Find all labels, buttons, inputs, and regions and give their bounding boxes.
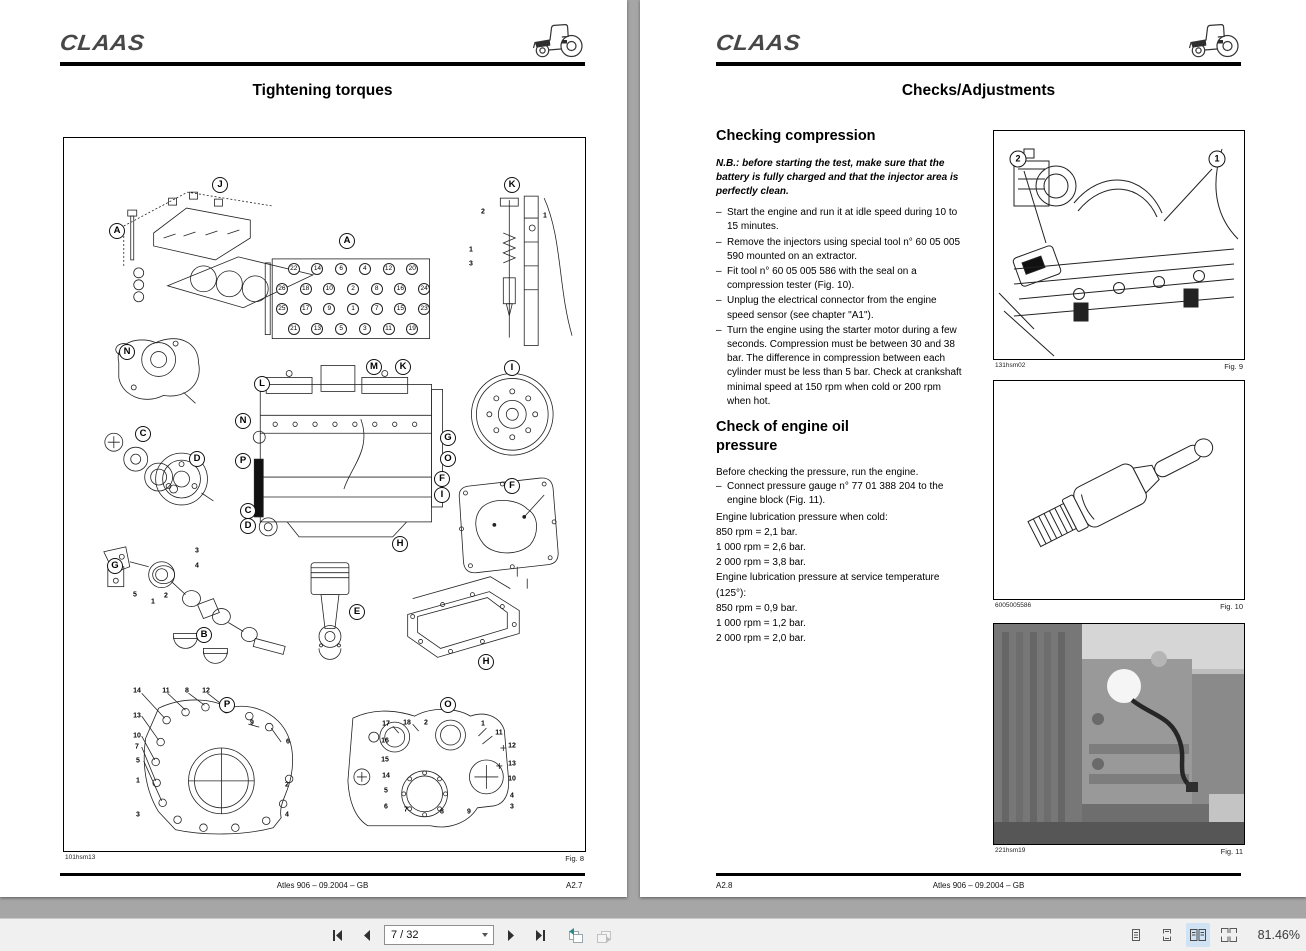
- manual-page-left: [0, 0, 627, 897]
- previous-page-icon: [361, 929, 373, 942]
- part-label-F: F: [434, 471, 450, 487]
- part-label-O: O: [440, 697, 456, 713]
- fig9-label-2: 2: [1010, 151, 1027, 168]
- callout-13: 13: [133, 712, 141, 720]
- callout-15: 15: [381, 756, 389, 764]
- two-page-continuous-view-button[interactable]: [1217, 923, 1241, 947]
- torque-seq-20: 20: [406, 263, 418, 275]
- figure-label: Fig. 9: [1224, 362, 1243, 371]
- torque-seq-19: 19: [406, 323, 418, 335]
- part-label-A: A: [339, 233, 355, 249]
- figure-ref: 221hsm19: [995, 847, 1026, 854]
- bullet-marker: –: [716, 324, 722, 336]
- bullet-list: [716, 206, 966, 409]
- part-label-E: E: [349, 604, 365, 620]
- callout-3: 3: [510, 803, 514, 811]
- two-page-view-button[interactable]: [1186, 923, 1210, 947]
- figure-label: Fig. 11: [1220, 847, 1243, 856]
- callout-12: 12: [202, 687, 210, 695]
- first-page-icon: [331, 929, 345, 942]
- bullet-text: Turn the engine using the starter motor during a few seconds. Compression must be between 30 and 38 bar. The difference in compression between each cylinder must be less than 5 bar. Check at crankshaft minimal speed at 150 rpm when cold or 200 rpm when hot.: [727, 324, 962, 407]
- two-page-continuous-view-icon: [1220, 927, 1238, 943]
- bullet-marker: –: [716, 207, 722, 219]
- callout-17: 17: [382, 720, 390, 728]
- bullet-list: [716, 480, 966, 508]
- part-label-H: H: [478, 654, 494, 670]
- torque-seq-18: 18: [300, 283, 312, 295]
- part-label-I: I: [504, 360, 520, 376]
- callout-14: 14: [382, 772, 390, 780]
- callout-18: 18: [403, 719, 411, 727]
- figure-ref: 101hsm13: [65, 854, 96, 861]
- manual-page-right: [640, 0, 1306, 897]
- section-heading: Checking compression: [716, 128, 876, 144]
- figure-caption-row: [993, 362, 1245, 372]
- pressure-line: 2 000 rpm = 3,8 bar.: [716, 557, 806, 569]
- header-rule: [716, 62, 1241, 66]
- bullet-text: Start the engine and run it at idle speed during 10 to 15 minutes.: [727, 207, 958, 233]
- part-label-O: O: [440, 451, 456, 467]
- page-indicator-value: 7 / 32: [391, 929, 419, 941]
- bullet-item: [716, 206, 966, 234]
- torque-seq-5: 5: [335, 323, 347, 335]
- part-label-K: K: [395, 359, 411, 375]
- bullet-text: Remove the injectors using special tool n° 60 05 005 590 mounted on an extractor.: [727, 236, 961, 262]
- page-title: Tightening torques: [252, 82, 393, 99]
- part-label-J: J: [212, 177, 228, 193]
- part-label-G: G: [440, 430, 456, 446]
- figure-ref: 6005005586: [995, 602, 1032, 609]
- part-label-D: D: [189, 451, 205, 467]
- tractor-icon: [531, 18, 585, 60]
- intro-line: Before checking the pressure, run the engine.: [716, 467, 919, 478]
- torque-seq-17: 17: [300, 303, 312, 315]
- viewer-toolbar: [0, 918, 1306, 951]
- callout-13: 13: [508, 760, 516, 768]
- bullet-marker: –: [716, 236, 722, 248]
- part-label-L: L: [254, 376, 270, 392]
- torque-seq-14: 14: [311, 263, 323, 275]
- two-page-view-icon: [1189, 927, 1207, 943]
- next-page-button[interactable]: [499, 923, 523, 947]
- torque-seq-1: 1: [347, 303, 359, 315]
- torque-seq-16: 16: [394, 283, 406, 295]
- bullet-text: Unplug the electrical connector from the engine speed sensor (see chapter "A1").: [727, 295, 937, 321]
- pressure-line: 1 000 rpm = 2,6 bar.: [716, 542, 806, 554]
- page-code: A2.7: [566, 881, 583, 890]
- torque-seq-22: 22: [288, 263, 300, 275]
- torque-seq-12: 12: [383, 263, 395, 275]
- section-oil-pressure: [716, 418, 966, 646]
- next-view-icon: [595, 927, 614, 944]
- last-page-icon: [533, 929, 547, 942]
- bullet-marker: –: [716, 295, 722, 307]
- single-page-view-button[interactable]: [1124, 923, 1148, 947]
- claas-logo: CLAAS: [58, 30, 147, 55]
- callout-9: 9: [467, 808, 471, 816]
- part-label-G: G: [107, 558, 123, 574]
- callout-1: 1: [469, 246, 473, 254]
- pressure-line: Engine lubrication pressure when cold:: [716, 511, 888, 523]
- oil-pressure-photo: [994, 624, 1244, 844]
- callout-1: 1: [543, 212, 547, 220]
- compression-tool-drawing: [994, 381, 1244, 599]
- bullet-item: [716, 265, 966, 293]
- part-label-H: H: [392, 536, 408, 552]
- torque-seq-13: 13: [311, 323, 323, 335]
- page-indicator-combobox[interactable]: [384, 925, 494, 945]
- torque-seq-24: 24: [418, 283, 430, 295]
- callout-2: 2: [285, 781, 289, 789]
- callout-4: 4: [195, 562, 199, 570]
- pressure-line: 1 000 rpm = 1,2 bar.: [716, 618, 806, 630]
- previous-page-button[interactable]: [355, 923, 379, 947]
- torque-seq-8: 8: [371, 283, 383, 295]
- part-label-M: M: [366, 359, 382, 375]
- figure-9: [993, 130, 1245, 360]
- callout-5: 5: [136, 757, 140, 765]
- torque-seq-2: 2: [347, 283, 359, 295]
- exploded-engine-diagram: [64, 138, 585, 851]
- nb-note: N.B.: before starting the test, make sure that the battery is fully charged and that the injector area is perfectly clean.: [716, 157, 959, 197]
- footer-rule: [60, 873, 585, 876]
- zoom-level[interactable]: 81.46%: [1257, 928, 1300, 942]
- compression-test-drawing: [994, 131, 1244, 359]
- part-label-N: N: [235, 413, 251, 429]
- callout-4: 4: [285, 811, 289, 819]
- bullet-item: [716, 236, 966, 264]
- callout-9: 9: [250, 719, 254, 727]
- figure-ref: 131hsm02: [995, 362, 1026, 369]
- callout-5: 5: [133, 591, 137, 599]
- continuous-view-button[interactable]: [1155, 923, 1179, 947]
- callout-4: 4: [510, 792, 514, 800]
- torque-seq-7: 7: [371, 303, 383, 315]
- next-view-button[interactable]: [592, 923, 616, 947]
- callout-2: 2: [424, 719, 428, 727]
- part-label-D: D: [240, 518, 256, 534]
- part-label-C: C: [135, 426, 151, 442]
- figure-caption-row: [993, 602, 1245, 612]
- pressure-values-list: [716, 510, 966, 647]
- previous-view-button[interactable]: [563, 923, 587, 947]
- footer-doc-ref: Atles 906 – 09.2004 – GB: [932, 881, 1025, 890]
- callout-1: 1: [481, 720, 485, 728]
- torque-seq-15: 15: [394, 303, 406, 315]
- callout-14: 14: [133, 687, 141, 695]
- torque-seq-10: 10: [323, 283, 335, 295]
- tractor-icon: [1187, 18, 1241, 60]
- torque-seq-9: 9: [323, 303, 335, 315]
- callout-3: 3: [136, 811, 140, 819]
- first-page-button[interactable]: [326, 923, 350, 947]
- callout-1: 1: [151, 598, 155, 606]
- callout-10: 10: [133, 732, 141, 740]
- bullet-marker: –: [716, 481, 722, 493]
- callout-1: 1: [136, 777, 140, 785]
- torque-seq-4: 4: [359, 263, 371, 275]
- pressure-line: 2 000 rpm = 2,0 bar.: [716, 633, 806, 645]
- figure-caption-row: [993, 847, 1245, 857]
- callout-6: 6: [384, 803, 388, 811]
- footer-rule: [716, 873, 1241, 876]
- callout-8: 8: [185, 687, 189, 695]
- continuous-view-icon: [1159, 927, 1175, 943]
- callout-2: 2: [164, 592, 168, 600]
- figure-label: Fig. 10: [1220, 602, 1243, 611]
- callout-10: 10: [508, 775, 516, 783]
- last-page-button[interactable]: [528, 923, 552, 947]
- callout-11: 11: [495, 729, 503, 737]
- torque-seq-25: 25: [276, 303, 288, 315]
- bullet-text: Fit tool n° 60 05 005 586 with the seal on a compression tester (Fig. 10).: [727, 265, 917, 292]
- page-code: A2.8: [716, 881, 733, 890]
- torque-seq-11: 11: [383, 323, 395, 335]
- page-navigation: [326, 919, 616, 951]
- part-label-F: F: [504, 478, 520, 494]
- page-title: Checks/Adjustments: [901, 82, 1056, 99]
- callout-5: 5: [384, 787, 388, 795]
- bullet-item: [716, 294, 966, 322]
- callout-3: 3: [469, 260, 473, 268]
- bullet-text: Connect pressure gauge n° 77 01 388 204 to the engine block (Fig. 11).: [727, 481, 944, 507]
- part-label-P: P: [235, 453, 251, 469]
- callout-7: 7: [135, 743, 139, 751]
- part-label-P: P: [219, 697, 235, 713]
- callout-11: 11: [162, 687, 170, 695]
- part-label-A: A: [109, 223, 125, 239]
- callout-2: 2: [481, 208, 485, 216]
- torque-seq-26: 26: [276, 283, 288, 295]
- section-heading: Check of engine oil pressure: [716, 419, 849, 454]
- next-page-icon: [505, 929, 517, 942]
- view-mode-group: [1124, 919, 1300, 951]
- callout-16: 16: [381, 737, 389, 745]
- pressure-line: 850 rpm = 0,9 bar.: [716, 602, 798, 614]
- figure-10: [993, 380, 1245, 600]
- section-checking-compression: [716, 127, 966, 410]
- footer-doc-ref: Atles 906 – 09.2004 – GB: [276, 881, 369, 890]
- part-label-I: I: [434, 487, 450, 503]
- callout-6: 6: [286, 738, 290, 746]
- bullet-item: [716, 324, 966, 409]
- bullet-marker: –: [716, 265, 722, 277]
- torque-seq-6: 6: [335, 263, 347, 275]
- callout-3: 3: [195, 547, 199, 555]
- torque-seq-3: 3: [359, 323, 371, 335]
- figure-label: Fig. 8: [565, 854, 584, 863]
- bullet-item: [716, 480, 966, 508]
- pressure-line: 850 rpm = 2,1 bar.: [716, 526, 798, 538]
- single-page-view-icon: [1128, 927, 1144, 943]
- part-label-C: C: [240, 503, 256, 519]
- part-label-N: N: [119, 344, 135, 360]
- chevron-down-icon: [482, 933, 488, 937]
- exploded-diagram-figure: [63, 137, 586, 852]
- torque-seq-23: 23: [418, 303, 430, 315]
- pressure-line: Engine lubrication pressure at service temperature (125°):: [716, 572, 940, 599]
- figure-11: [993, 623, 1245, 845]
- callout-8: 8: [440, 808, 444, 816]
- torque-seq-21: 21: [288, 323, 300, 335]
- fig9-label-1: 1: [1209, 151, 1226, 168]
- claas-logo: CLAAS: [714, 30, 803, 55]
- header-rule: [60, 62, 585, 66]
- part-label-K: K: [504, 177, 520, 193]
- callout-12: 12: [508, 742, 516, 750]
- part-label-B: B: [196, 627, 212, 643]
- previous-view-icon: [566, 927, 585, 944]
- callout-7: 7: [404, 806, 408, 814]
